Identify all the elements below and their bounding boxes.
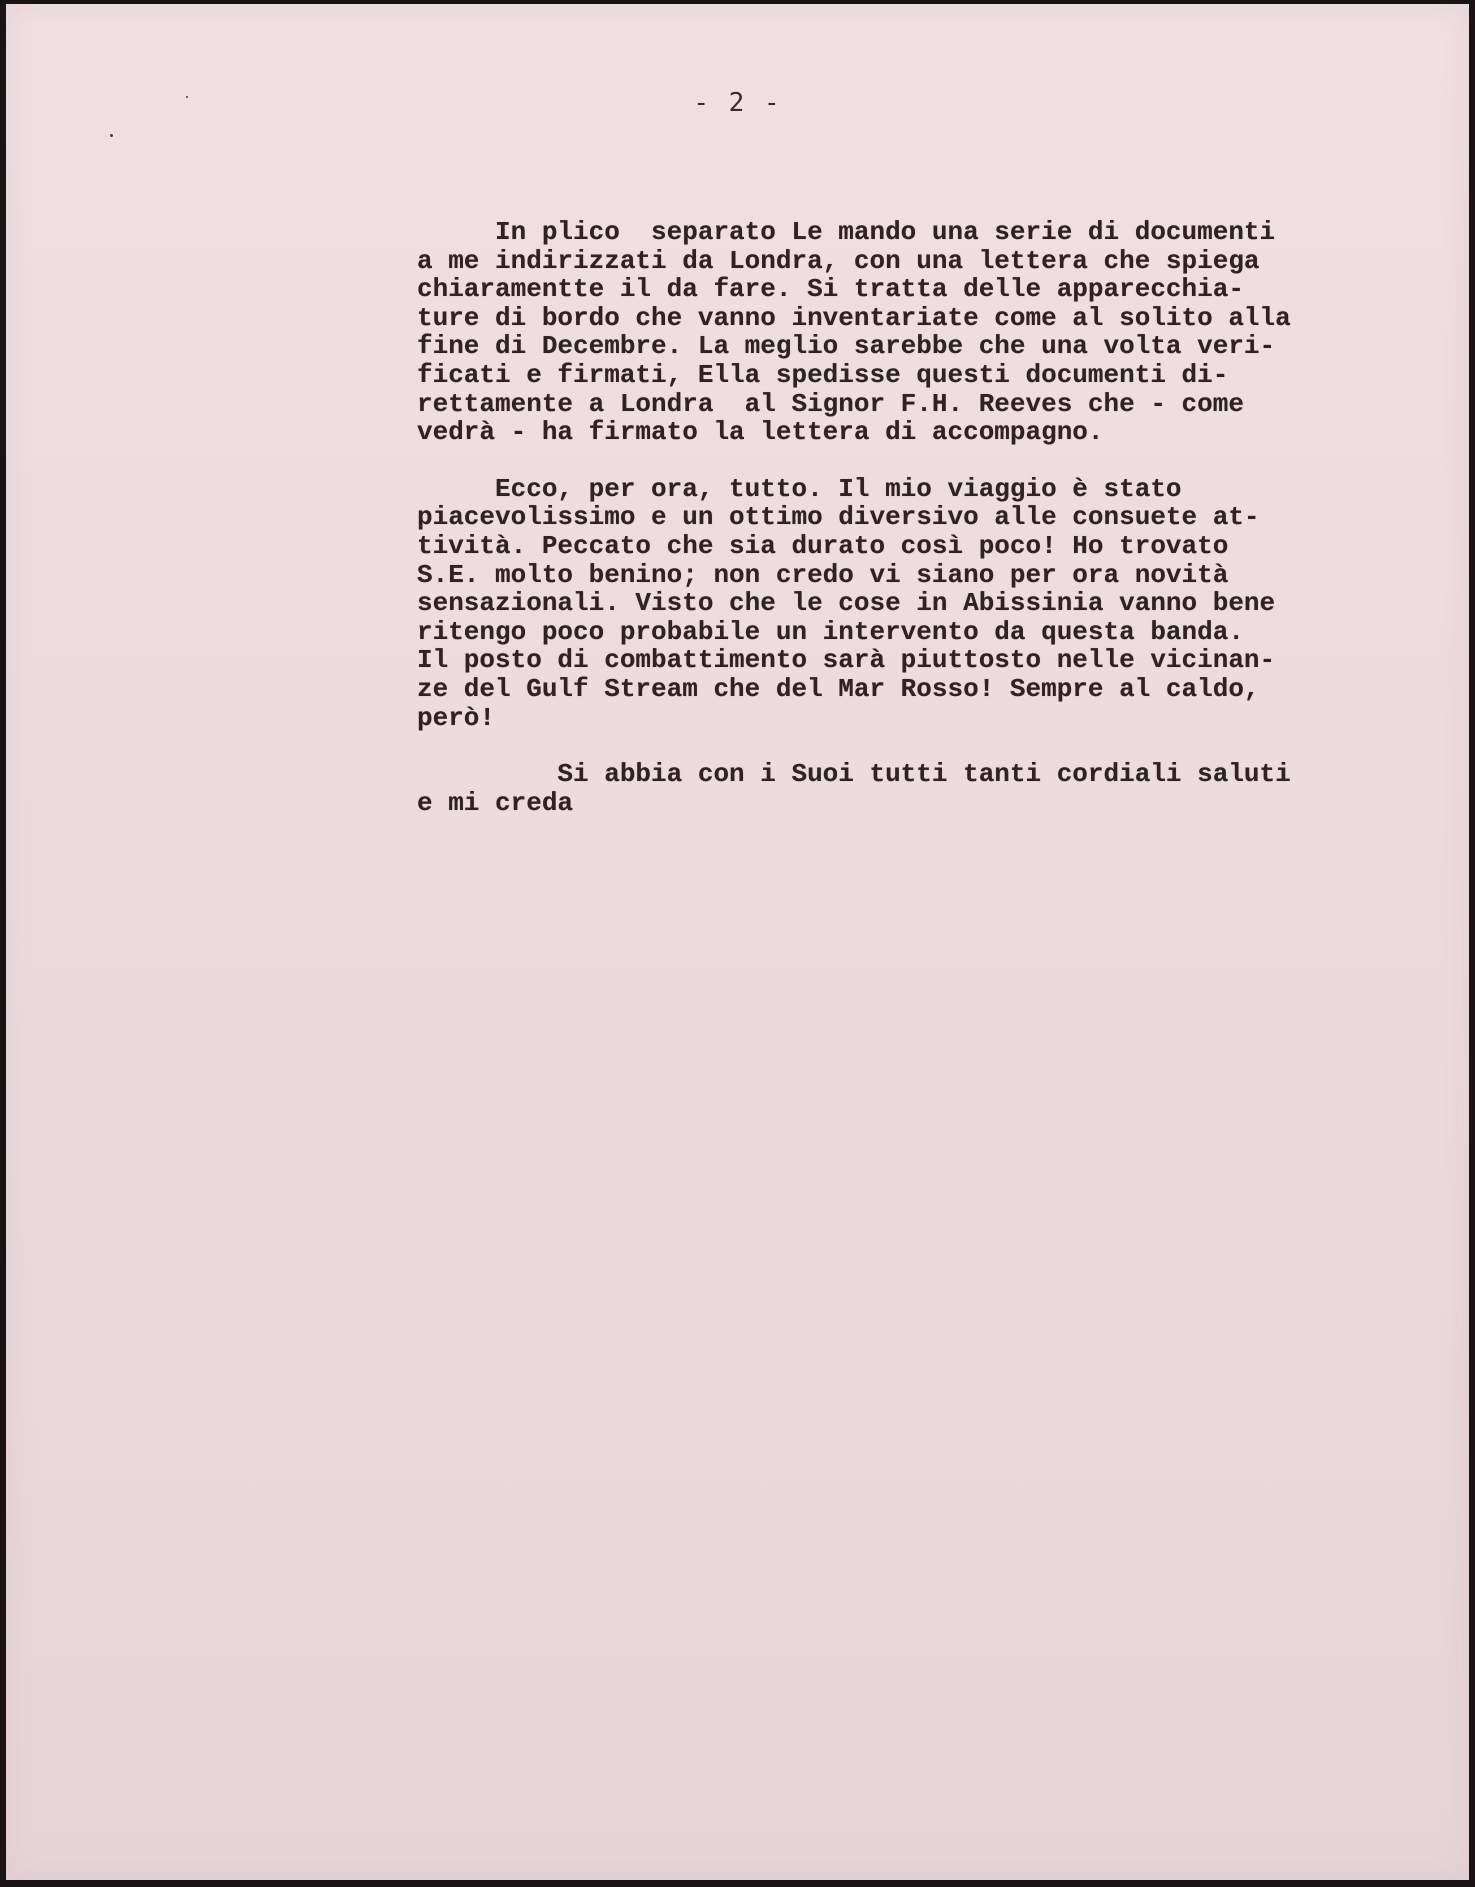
text-line: Si abbia con i Suoi tutti tanti cordiali saluti <box>417 759 1291 790</box>
text-line: ze del Gulf Stream che del Mar Rosso! Sempre al caldo, <box>417 673 1260 704</box>
text-line: sensazionali. Visto che le cose in Abissinia vanno bene <box>417 588 1276 619</box>
text-line: e mi creda <box>417 787 574 818</box>
text-line: chiaramentte il da fare. Si tratta delle apparecchia- <box>417 274 1244 305</box>
text-line: ritengo poco probabile un intervento da questa banda. <box>417 616 1244 647</box>
paragraph-1 <box>417 218 1417 447</box>
paragraph-2 <box>417 475 1417 732</box>
letter-body <box>417 218 1417 817</box>
text-line: fine di Decembre. La meglio sarebbe che una volta veri- <box>417 331 1276 362</box>
text-line: piacevolissimo e un ottimo diversivo alle consuete at- <box>417 502 1260 533</box>
text-line: però! <box>417 702 496 733</box>
page-number: - 2 - <box>693 88 782 118</box>
text-line: Il posto di combattimento sarà piuttosto nelle vicinan- <box>417 645 1276 676</box>
paper-speck <box>110 134 113 137</box>
text-line: ture di bordo che vanno inventariate come al solito alla <box>417 302 1291 333</box>
paragraph-3 <box>417 760 1417 817</box>
text-line: vedrà - ha firmato la lettera di accompagno. <box>417 417 1104 448</box>
text-line: rettamente a Londra al Signor F.H. Reeves che - come <box>417 388 1244 419</box>
text-line: ficati e firmati, Ella spedisse questi documenti di- <box>417 359 1229 390</box>
text-line: In plico separato Le mando una serie di documenti <box>417 217 1276 247</box>
text-line: a me indirizzati da Londra, con una lettera che spiega <box>417 245 1260 276</box>
document-page <box>6 4 1469 1880</box>
text-line: Ecco, per ora, tutto. Il mio viaggio è stato <box>417 473 1182 504</box>
text-line: tività. Peccato che sia durato così poco! Ho trovato <box>417 530 1229 561</box>
text-line: S.E. molto benino; non credo vi siano per ora novità <box>417 559 1229 590</box>
